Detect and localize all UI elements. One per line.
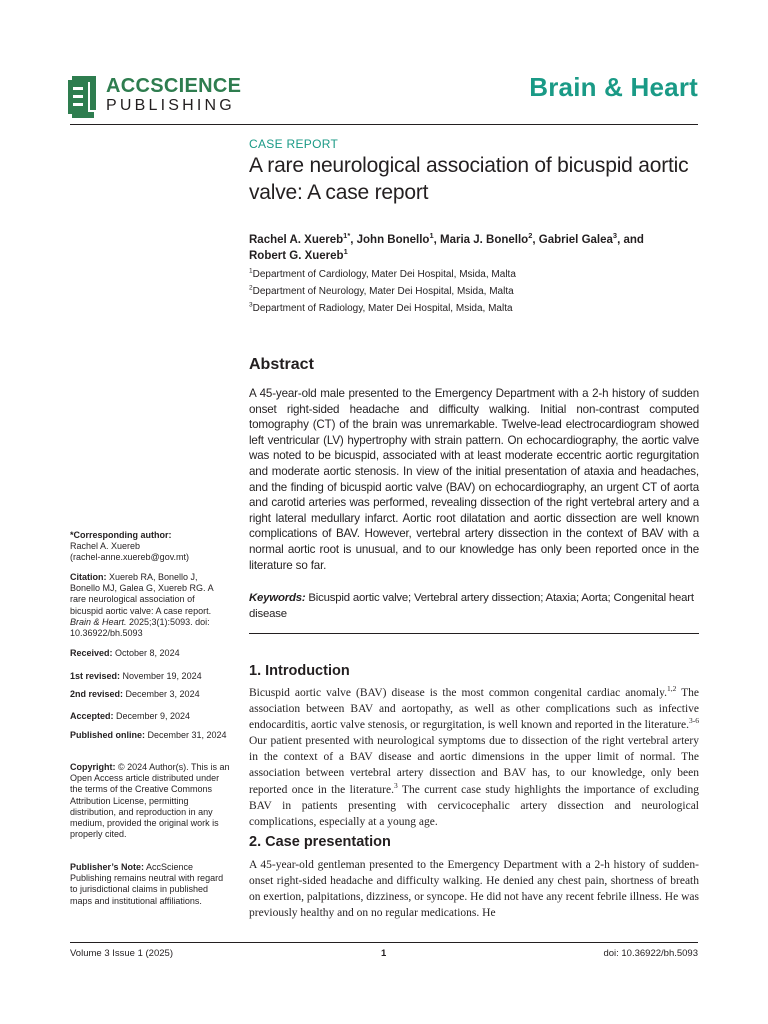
citation-text: Xuereb RA, Bonello J, Bonello MJ, Galea G, Xuereb RG. A rare neurological association of bicuspid aortic valve: A case report.: [70, 572, 214, 616]
author-affiliation-mark: 1: [343, 247, 348, 257]
citation-ref[interactable]: 1,2: [666, 684, 677, 694]
keywords: [249, 591, 699, 622]
author-affiliation-mark: 1: [429, 231, 434, 241]
case-presentation-heading: 2. Case presentation: [249, 834, 391, 850]
copyright-text: © 2024 Author(s). This is an Open Access article distributed under the terms of the Creative Commons Attribution License, permitting distribution, and reproduction in any medium, provided the original work is properly cited.: [70, 762, 230, 840]
publisher-note: [70, 862, 230, 907]
corresponding-author-label: *Corresponding author:: [70, 530, 172, 540]
received-label: Received:: [70, 648, 113, 658]
publisher-note-text: AccScience Publishing remains neutral with regard to jurisdictional claims in published maps and institutional affiliations.: [70, 862, 224, 906]
author-separator: ,: [350, 234, 357, 246]
second-revised-value: December 3, 2024: [123, 689, 200, 699]
published-value: December 31, 2024: [145, 730, 227, 740]
accepted-label: Accepted:: [70, 711, 114, 721]
affiliation-number: 1: [249, 267, 253, 275]
author-name[interactable]: Robert G. Xuereb: [249, 250, 344, 262]
copyright-block: [70, 762, 230, 840]
keywords-text: Bicuspid aortic valve; Vertebral artery dissection; Ataxia; Aorta; Congenital heart disease: [249, 592, 694, 620]
author-list: [249, 232, 699, 264]
citation-label: Citation:: [70, 572, 107, 582]
second-revised-label: 2nd revised:: [70, 689, 124, 699]
abstract-divider: [249, 633, 699, 634]
affiliation-item: [249, 266, 699, 283]
intro-text: The association between BAV and aortopathy, as well as other complications such as infective endocarditis, aortic valve stenosis, or regurgitation, is well known and reported in the literature.: [249, 687, 699, 732]
affiliation-item: [249, 283, 699, 300]
author-separator: , and: [617, 234, 644, 246]
accepted-value: December 9, 2024: [113, 711, 191, 721]
author-affiliation-mark: 3: [612, 231, 618, 241]
journal-title: Brain & Heart: [529, 72, 698, 102]
footer-doi[interactable]: doi: 10.36922/bh.5093: [603, 948, 698, 959]
author-affiliation-mark: 1*: [343, 231, 351, 241]
intro-text: Our patient presented with neurological symptoms due to dissection of the right vertebral artery in the context of a BAV disease and aortic dimensions in the upper limit of normal. The association between vertebral artery dissection and BAV has, to our knowledge, only been reported once in the literature.: [249, 735, 699, 796]
footer-volume: Volume 3 Issue 1 (2025): [70, 948, 173, 959]
abstract-heading: Abstract: [249, 356, 314, 373]
author-affiliation-mark: 2: [528, 231, 533, 241]
citation-tail[interactable]: 2025;3(1):5093. doi: 10.36922/bh.5093: [70, 616, 210, 639]
publisher-note-label: Publisher’s Note:: [70, 862, 145, 872]
logo-line-2: PUBLISHING: [106, 97, 235, 114]
citation-block: [70, 572, 230, 639]
published-date: [70, 730, 230, 741]
affiliation-list: [249, 266, 699, 317]
published-label: Published online:: [70, 730, 146, 740]
footer-page-number: 1: [381, 948, 387, 959]
corresponding-author: [70, 530, 230, 564]
affiliation-number: 3: [249, 301, 253, 309]
intro-text: Bicuspid aortic valve (BAV) disease is the most common congenital cardiac anomaly.: [249, 687, 667, 699]
first-revised-label: 1st revised:: [70, 671, 121, 681]
article-title: A rare neurological association of bicuspid aortic valve: A case report: [249, 154, 689, 204]
author-name[interactable]: Rachel A. Xuereb: [249, 234, 344, 246]
first-revised-date: [70, 671, 230, 682]
first-revised-value: November 19, 2024: [120, 671, 202, 681]
copyright-label: Copyright:: [70, 762, 116, 772]
affiliation-number: 2: [249, 284, 253, 292]
logo-line-1: ACCSCIENCE: [106, 75, 242, 97]
affiliation-text: Department of Radiology, Mater Dei Hospital, Msida, Malta: [252, 303, 513, 314]
abstract-text: A 45-year-old male presented to the Emergency Department with a 2-h history of sudden onset right-sided headache and difficulty walking. Initial non-contrast computed tomography (CT) of the brain was unremarkable. Twelve-lead electrocardiogram showed left ventricular (LV) hypertrophy with strain pattern. On echocardiography, the aortic valve was noted to be bicuspid, associated with at least moderate eccentric aortic regurgitation and moderate aortic stenosis. In view of the initial presentation of ataxia and headaches, and the finding of bicuspid aortic valve (BAV) on echocardiography, an urgent CT of aorta and carotid arteries was performed, revealing dissection of the right vertebral artery and a right lateral medullary infarct. Aortic root dilatation and aortic dissection are well known complications of BAV. However, vertebral artery dissection in the context of BAV with a normal aortic root is unusual, and to our knowledge has only been reported once in the literature so far.: [249, 387, 699, 572]
author-separator: ,: [433, 234, 441, 246]
citation-ref[interactable]: 3-6: [689, 716, 699, 726]
second-revised-date: [70, 689, 230, 700]
case-presentation-paragraph: A 45-year-old gentleman presented to the Emergency Department with a 2-h history of sudden-onset right-sided headache and difficulty walking. He denied any chest pain, shortness of breath on exertion, palpitations, dizziness, or syncope. He did not have any recent febrile illness. He was previously healthy and on no regular medications. He: [249, 859, 699, 920]
citation-journal: Brain & Heart.: [70, 616, 127, 627]
author-name[interactable]: Maria J. Bonello: [440, 234, 529, 246]
publisher-logo: [68, 74, 242, 120]
affiliation-text: Department of Cardiology, Mater Dei Hospital, Msida, Malta: [252, 269, 516, 280]
intro-text: The current case study highlights the importance of excluding BAV in patients presenting with cervicocephalic artery dissection and neurological complications, especially at a young age.: [249, 783, 699, 828]
corresponding-author-email[interactable]: (rachel-anne.xuereb@gov.mt): [70, 552, 190, 563]
accepted-date: [70, 711, 230, 722]
header-divider: [70, 124, 698, 125]
introduction-heading: 1. Introduction: [249, 663, 350, 679]
author-separator: ,: [532, 234, 539, 246]
footer-divider: [70, 942, 698, 943]
received-value: October 8, 2024: [112, 648, 180, 658]
author-name[interactable]: Gabriel Galea: [538, 234, 613, 246]
affiliation-item: [249, 300, 699, 317]
author-name[interactable]: John Bonello: [356, 234, 430, 246]
introduction-paragraph: [249, 685, 699, 830]
keywords-label: Keywords:: [249, 592, 306, 604]
article-type: CASE REPORT: [249, 137, 339, 151]
citation-ref[interactable]: 3: [394, 780, 398, 790]
affiliation-text: Department of Neurology, Mater Dei Hospital, Msida, Malta: [252, 286, 514, 297]
corresponding-author-name: Rachel A. Xuereb: [70, 541, 141, 552]
publisher-logo-icon: [68, 76, 98, 118]
received-date: [70, 648, 230, 659]
